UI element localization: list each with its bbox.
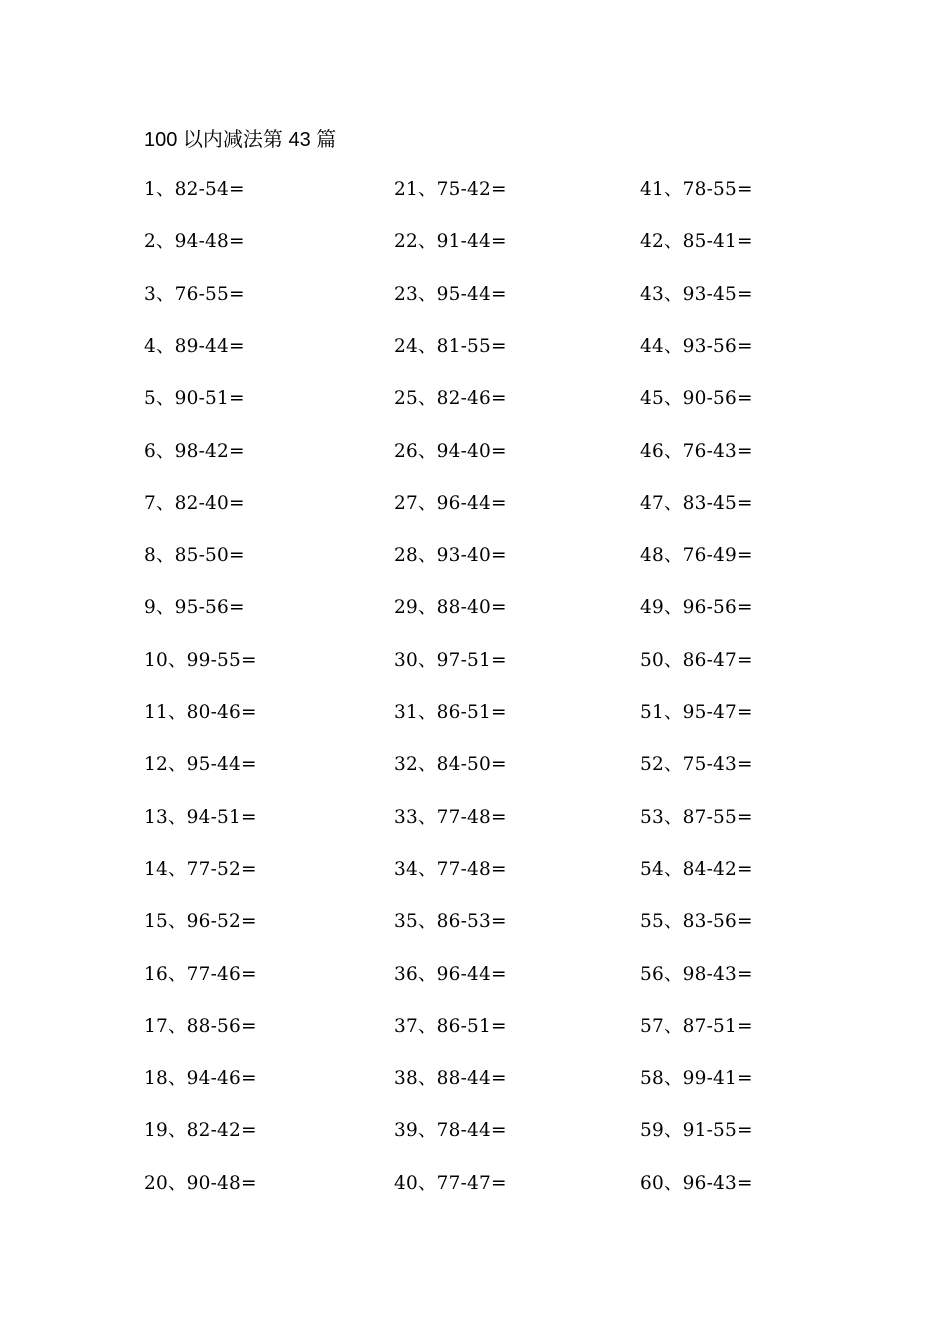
- problem-item: 47、83-45=: [640, 492, 753, 514]
- problem-item: 25、82-46=: [394, 388, 507, 410]
- problem-item: 35、86-53=: [394, 911, 507, 933]
- problem-item: 46、76-43=: [640, 440, 753, 462]
- problem-item: 38、88-44=: [394, 1068, 507, 1090]
- problem-item: 18、94-46=: [144, 1068, 257, 1090]
- problem-item: 54、84-42=: [640, 858, 753, 880]
- problem-item: 27、96-44=: [394, 492, 507, 514]
- problem-item: 2、94-48=: [144, 231, 245, 253]
- problem-item: 50、86-47=: [640, 649, 753, 671]
- problem-item: 8、85-50=: [144, 545, 245, 567]
- problem-item: 30、97-51=: [394, 649, 507, 671]
- problem-item: 51、95-47=: [640, 702, 753, 723]
- problem-item: 7、82-40=: [144, 492, 245, 514]
- problem-item: 58、99-41=: [640, 1068, 753, 1090]
- problem-item: 44、93-56=: [640, 335, 753, 357]
- problem-item: 55、83-56=: [640, 911, 753, 933]
- problem-item: 19、82-42=: [144, 1120, 257, 1142]
- problem-item: 24、81-55=: [394, 335, 507, 357]
- problem-item: 3、76-55=: [144, 283, 245, 305]
- problem-item: 5、90-51=: [144, 388, 245, 410]
- problem-item: 33、77-48=: [394, 806, 507, 828]
- problem-item: 60、96-43=: [640, 1172, 753, 1194]
- problem-item: 22、91-44=: [394, 231, 507, 253]
- problem-item: 42、85-41=: [640, 231, 753, 253]
- problem-item: 14、77-52=: [144, 858, 257, 880]
- problem-item: 15、96-52=: [144, 911, 257, 933]
- problem-item: 16、77-46=: [144, 963, 257, 985]
- problem-item: 12、95-44=: [144, 754, 257, 776]
- problem-item: 29、88-40=: [394, 597, 507, 619]
- problem-item: 26、94-40=: [394, 440, 507, 462]
- problem-item: 43、93-45=: [640, 283, 753, 305]
- problem-item: 28、93-40=: [394, 545, 507, 567]
- problem-item: 1、82-54=: [144, 179, 245, 200]
- problem-item: 59、91-55=: [640, 1120, 753, 1142]
- problem-item: 21、75-42=: [394, 179, 507, 200]
- problem-item: 11、80-46=: [144, 702, 257, 723]
- problem-item: 40、77-47=: [394, 1172, 507, 1194]
- problem-item: 41、78-55=: [640, 179, 753, 200]
- problem-item: 13、94-51=: [144, 806, 257, 828]
- problem-item: 34、77-48=: [394, 858, 507, 880]
- problem-item: 45、90-56=: [640, 388, 753, 410]
- problem-item: 32、84-50=: [394, 754, 507, 776]
- problem-item: 37、86-51=: [394, 1015, 507, 1037]
- problem-item: 52、75-43=: [640, 754, 753, 776]
- problem-item: 49、96-56=: [640, 597, 753, 619]
- problem-item: 39、78-44=: [394, 1120, 507, 1142]
- problem-item: 31、86-51=: [394, 702, 507, 723]
- problem-item: 6、98-42=: [144, 440, 245, 462]
- problem-item: 48、76-49=: [640, 545, 753, 567]
- problem-item: 36、96-44=: [394, 963, 507, 985]
- problem-item: 56、98-43=: [640, 963, 753, 985]
- problem-item: 23、95-44=: [394, 283, 507, 305]
- problem-item: 20、90-48=: [144, 1172, 257, 1194]
- problem-item: 10、99-55=: [144, 649, 257, 671]
- page-title: 100 以内减法第 43 篇: [144, 129, 337, 151]
- problem-item: 9、95-56=: [144, 597, 245, 619]
- problem-item: 57、87-51=: [640, 1015, 753, 1037]
- problem-item: 17、88-56=: [144, 1015, 257, 1037]
- problem-item: 4、89-44=: [144, 335, 245, 357]
- problem-item: 53、87-55=: [640, 806, 753, 828]
